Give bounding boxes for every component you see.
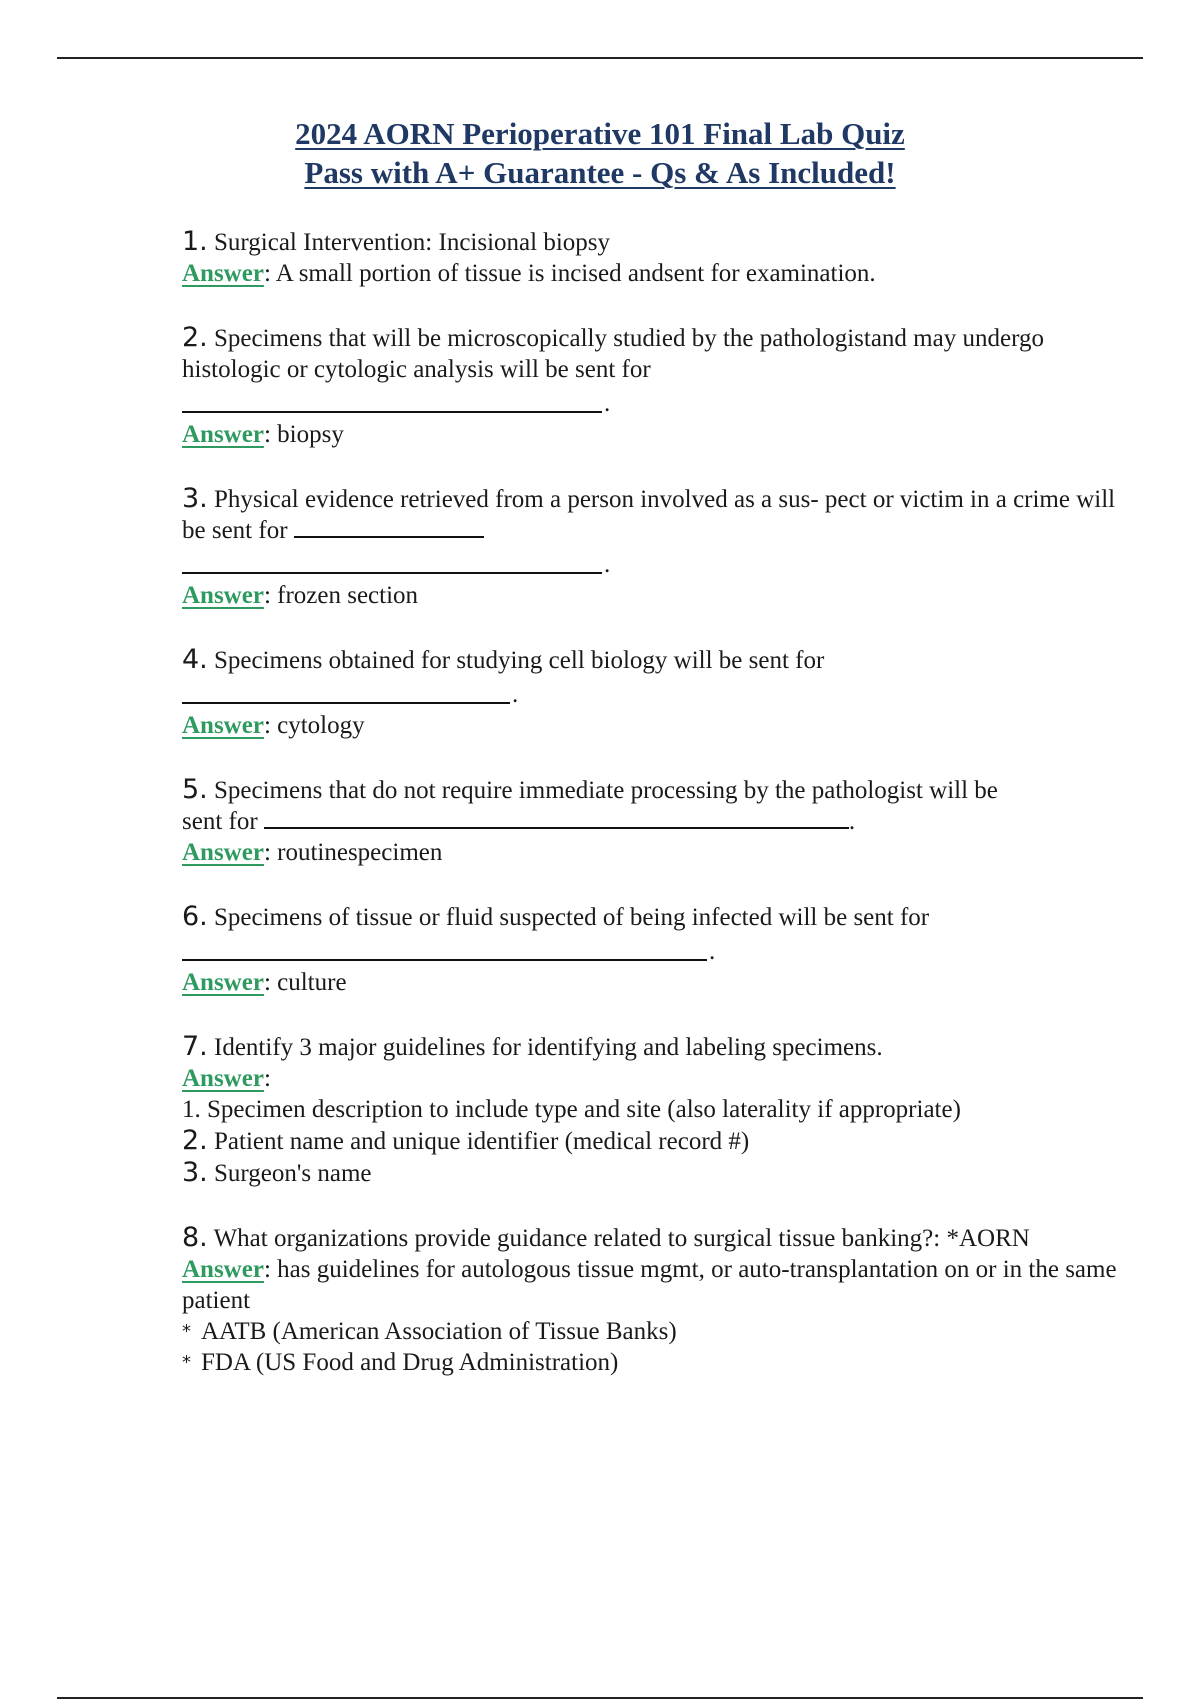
answer-label: Answer [182, 1256, 264, 1283]
answer-label: Answer [182, 839, 264, 866]
question-text: Specimens that do not require immediate processing by the pathologist will be [214, 777, 998, 804]
question-text-continued: sent for [182, 808, 258, 835]
guideline-item [182, 1094, 1142, 1125]
question-number: 3. [182, 483, 208, 514]
item-text: Specimen description to include type and site (also laterality if appropriate) [207, 1096, 961, 1123]
bullet-mark: * [182, 1321, 191, 1342]
top-rule [57, 57, 1143, 59]
title-line-1: 2024 AORN Perioperative 101 Final Lab Quiz [295, 116, 905, 151]
question-number: 1. [182, 226, 208, 257]
blank-line [264, 827, 849, 829]
quiz-content [182, 226, 1142, 1411]
answer-text: A small portion of tissue is incised andsent for examination. [275, 260, 876, 287]
answer-text: biopsy [277, 421, 344, 448]
blank-line [182, 411, 602, 413]
organization-item [182, 1347, 1142, 1378]
blank-period: . [512, 681, 519, 708]
blank-line [294, 536, 484, 538]
item-text: Patient name and unique identifier (medical record #) [214, 1128, 750, 1155]
document-title [0, 114, 1200, 192]
organization-text: FDA (US Food and Drug Administration) [201, 1349, 619, 1376]
answer-label: Answer [182, 969, 264, 996]
guideline-item [182, 1125, 1142, 1157]
answer-blank [182, 676, 1142, 710]
question-1: 1. Surgical Intervention: Incisional biopsy Answer: A small portion of tissue is incised andsent for examination. [182, 226, 876, 287]
item-number: 2. [182, 1125, 208, 1156]
item-number: 1. [182, 1096, 201, 1123]
answer-text: cytology [277, 712, 365, 739]
question-5: 5. Specimens that do not require immediate processing by the pathologist will be sent for . Answer: routinespecimen [182, 774, 998, 866]
item-number: 3. [182, 1157, 208, 1188]
answer-label: Answer [182, 421, 264, 448]
blank-line [182, 702, 510, 704]
answer-text: has guidelines for autologous tissue mgmt, or auto-transplantation on or in the same patient [182, 1256, 1117, 1314]
question-4: 4. Specimens obtained for studying cell biology will be sent for . Answer: cytology [182, 644, 1142, 741]
question-8: 8. What organizations provide guidance related to surgical tissue banking?: *AORN Answer: has guidelines for autologous tissue mgmt, or auto-transplantation on or in the same patient * AATB (American Association of Tissue Banks) * FDA (US Food and Drug Administration) [182, 1222, 1142, 1378]
question-3: 3. Physical evidence retrieved from a person involved as a sus- pect or victim in a crime will be sent for . Answer: frozen section [182, 483, 1142, 611]
question-6: 6. Specimens of tissue or fluid suspected of being infected will be sent for . Answer: culture [182, 901, 1142, 998]
answer-blank [182, 933, 1142, 967]
blank-period: . [848, 808, 856, 835]
answer-text: routinespecimen [277, 839, 443, 866]
blank-period: . [709, 938, 716, 965]
organization-item [182, 1316, 1142, 1347]
item-text: Surgeon's name [214, 1160, 372, 1187]
answer-text: frozen section [277, 582, 419, 609]
question-number: 6. [182, 901, 208, 932]
answer-blank [182, 546, 1142, 580]
blank-line [182, 572, 602, 574]
bottom-rule [57, 1697, 1143, 1699]
question-text: Surgical Intervention: Incisional biopsy [214, 229, 611, 256]
answer-label: Answer [182, 712, 264, 739]
answer-label: Answer [182, 1065, 264, 1092]
answer-blank [182, 385, 1142, 419]
bullet-mark: * [182, 1352, 191, 1373]
question-text: Specimens that will be microscopically studied by the pathologistand may undergo histologic or cytologic analysis will be sent for [182, 325, 1044, 383]
blank-line [182, 959, 707, 961]
blank-period: . [604, 390, 611, 417]
question-7: 7. Identify 3 major guidelines for identifying and labeling specimens. Answer: 1. Specimen description to include type and site (also laterality if appropriate) 2. Patient name and unique identifier (medical record #) 3. Surgeon's name [182, 1031, 1142, 1189]
question-2: 2. Specimens that will be microscopically studied by the pathologistand may undergo histologic or cytologic analysis will be sent for . Answer: biopsy [182, 322, 1142, 450]
question-text: Specimens obtained for studying cell biology will be sent for [214, 647, 825, 674]
question-number: 4. [182, 644, 208, 675]
title-line-2: Pass with A+ Guarantee - Qs & As Included! [304, 155, 896, 190]
question-text: Specimens of tissue or fluid suspected of being infected will be sent for [214, 904, 930, 931]
question-number: 8. [182, 1222, 208, 1253]
answer-label: Answer [182, 582, 264, 609]
question-text: What organizations provide guidance related to surgical tissue banking?: *AORN [213, 1225, 1030, 1252]
question-number: 5. [182, 774, 208, 805]
answer-text: culture [277, 969, 347, 996]
guideline-item [182, 1157, 1142, 1189]
blank-period: . [604, 551, 611, 578]
question-text: Physical evidence retrieved from a person involved as a sus- pect or victim in a crime will be sent for [182, 486, 1116, 544]
question-number: 2. [182, 322, 208, 353]
question-text: Identify 3 major guidelines for identifying and labeling specimens. [214, 1034, 883, 1061]
organization-text: AATB (American Association of Tissue Banks) [201, 1318, 677, 1345]
question-number: 7. [182, 1031, 208, 1062]
answer-label: Answer [182, 260, 264, 287]
